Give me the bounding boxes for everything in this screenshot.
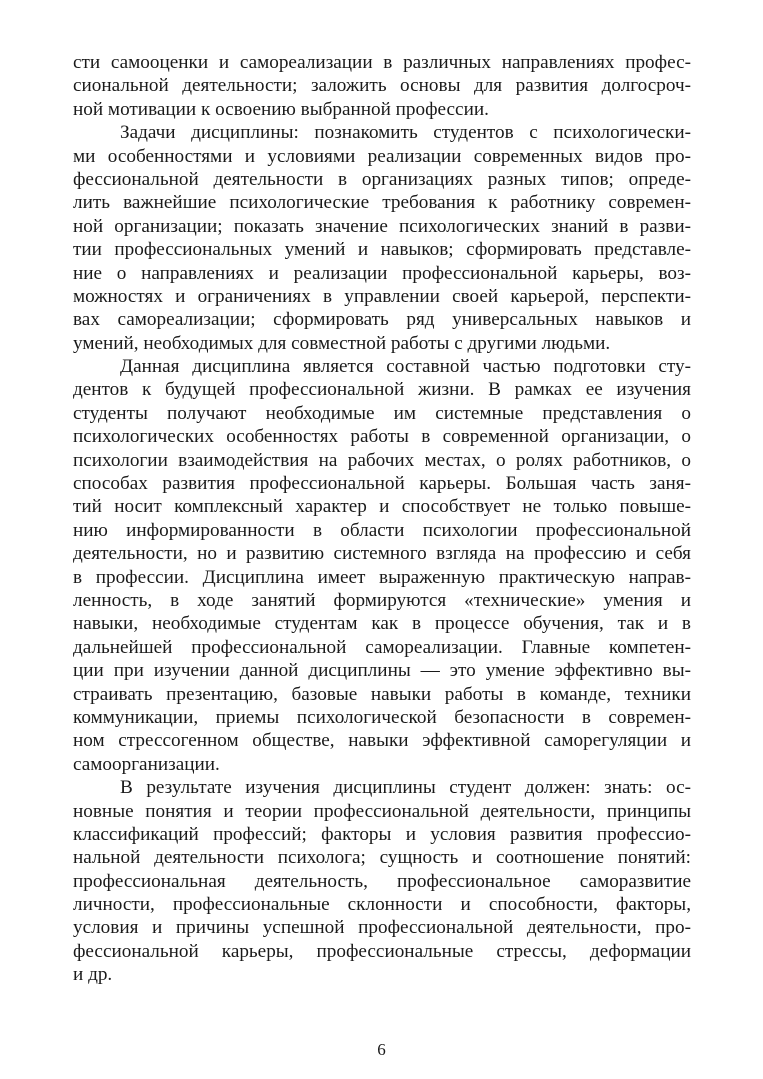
- text-line: нальной деятельности психолога; сущность и соотношение понятий:: [73, 847, 691, 869]
- text-line: ции при изучении данной дисциплины — это умение эффективно вы-: [73, 660, 691, 682]
- text-line: в профессии. Дисциплина имеет выраженную практическую направ-: [73, 566, 691, 588]
- text-line: самоорганизации.: [73, 753, 220, 775]
- text-line: студенты получают необходимые им системные представления о: [73, 402, 691, 424]
- text-line: навыки, необходимые студентам как в процессе обучения, так и в: [73, 613, 691, 635]
- text-line: тии профессиональных умений и навыков; сформировать представле-: [73, 239, 691, 261]
- text-line: Данная дисциплина является составной частью подготовки сту-: [120, 356, 691, 378]
- text-line: ной организации; показать значение психологических знаний в разви-: [73, 215, 691, 237]
- text-line: коммуникации, приемы психологической безопасности в современ-: [73, 706, 691, 728]
- text-line: умений, необходимых для совместной работы с другими людьми.: [73, 332, 611, 354]
- text-line: деятельности, но и развитию системного взгляда на профессию и себя: [73, 543, 691, 565]
- text-line: сти самооценки и самореализации в различных направлениях профес-: [73, 52, 691, 73]
- text-line: ной мотивации к освоению выбранной профессии.: [73, 98, 489, 120]
- paragraph-1: [73, 51, 691, 121]
- text-line: ми особенностями и условиями реализации современных видов про-: [73, 145, 691, 167]
- paragraph-4: [73, 776, 691, 987]
- text-line: способах развития профессиональной карьеры. Большая часть заня-: [73, 473, 691, 495]
- document-page: [73, 51, 691, 987]
- text-line: и др.: [73, 964, 113, 986]
- text-line: фессиональной карьеры, профессиональные стрессы, деформации: [73, 940, 691, 962]
- text-line: личности, профессиональные склонности и способности, факторы,: [73, 894, 691, 916]
- text-line: ном стрессогенном обществе, навыки эффективной саморегуляции и: [73, 730, 691, 752]
- text-line: тий носит комплексный характер и способствует не только повыше-: [73, 496, 691, 518]
- text-line: лить важнейшие психологические требования к работнику современ-: [73, 192, 691, 214]
- text-line: дентов к будущей профессиональной жизни. В рамках ее изучения: [73, 379, 691, 401]
- text-line: дальнейшей профессиональной самореализации. Главные компетен-: [73, 636, 691, 658]
- text-line: психологии взаимодействия на рабочих местах, о ролях работников, о: [73, 449, 691, 471]
- text-line: сиональной деятельности; заложить основы для развития долгосроч-: [73, 75, 691, 97]
- paragraph-2: [73, 121, 691, 355]
- text-line: психологических особенностях работы в современной организации, о: [73, 426, 691, 448]
- text-line: вах самореализации; сформировать ряд универсальных навыков и: [73, 309, 691, 331]
- text-line: нию информированности в области психологии профессиональной: [73, 519, 691, 541]
- text-line: новные понятия и теории профессиональной деятельности, принципы: [73, 800, 691, 822]
- text-line: профессиональная деятельность, профессиональное саморазвитие: [73, 870, 691, 892]
- text-line: ленность, в ходе занятий формируются «технические» умения и: [73, 589, 691, 611]
- text-line: условия и причины успешной профессиональной деятельности, про-: [73, 917, 691, 939]
- text-line: страивать презентацию, базовые навыки работы в команде, техники: [73, 683, 691, 705]
- page-number: 6: [377, 1040, 386, 1059]
- text-line: классификаций профессий; факторы и условия развития профессио-: [73, 823, 691, 845]
- text-line: Задачи дисциплины: познакомить студентов с психологически-: [120, 122, 691, 144]
- text-line: ние о направлениях и реализации профессиональной карьеры, воз-: [73, 262, 691, 284]
- text-line: фессиональной деятельности в организациях разных типов; опреде-: [73, 168, 691, 190]
- text-line: можностях и ограничениях в управлении своей карьерой, перспекти-: [73, 285, 691, 307]
- paragraph-3: [73, 355, 691, 776]
- text-line: В результате изучения дисциплины студент должен: знать: ос-: [120, 777, 691, 799]
